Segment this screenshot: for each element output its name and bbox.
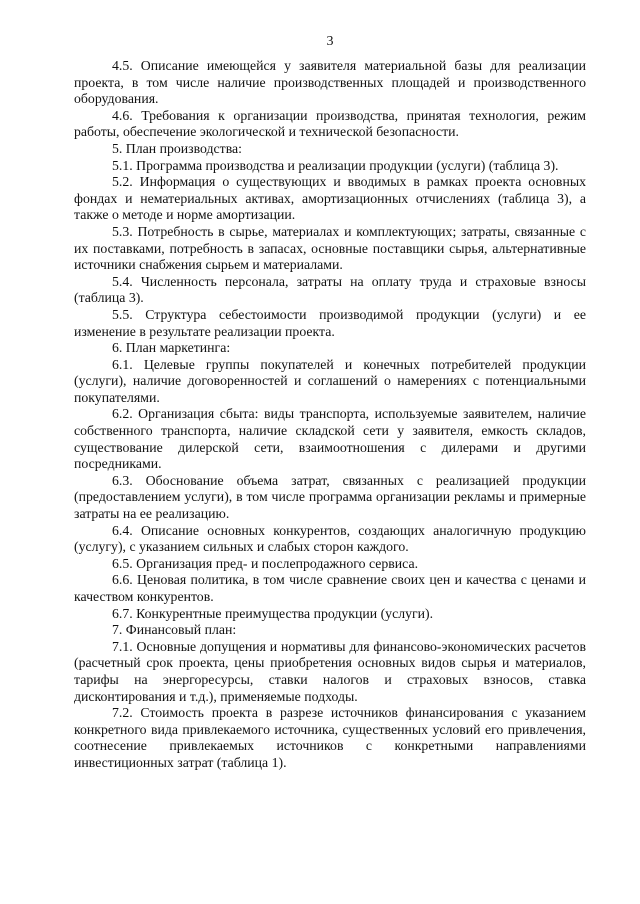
paragraph-7-1: 7.1. Основные допущения и нормативы для финансово-экономических расчетов (расчетный срок проекта, цены приобретения основных видов сырья и материалов, тарифы на энергоресурсы, ставки налогов и страховых взносов, ставка дисконтирования и т.д.), применяемые подходы.: [74, 638, 586, 704]
paragraph-7-2: 7.2. Стоимость проекта в разрезе источников финансирования с указанием конкретного вида привлекаемого источника, существенных условий его привлечения, соотнесение привлекаемых источников с конкретными направлениями инвестиционных затрат (таблица 1).: [74, 705, 586, 770]
paragraph-5-2: 5.2. Информация о существующих и вводимых в рамках проекта основных фондах и нематериальных активах, амортизационных отчислениях (таблица 3), а также о методе и норме амортизации.: [74, 174, 586, 223]
page-number: 3: [326, 34, 334, 49]
section-heading-5: 5. План производства:: [112, 140, 242, 156]
paragraph-5-1: 5.1. Программа производства и реализации продукции (услуги) (таблица 3).: [112, 157, 559, 173]
paragraph-6-2: 6.2. Организация сбыта: виды транспорта, используемые заявителем, наличие собственного транспорта, наличие складской сети у заявителя, емкость складов, существование дилерской сети, взаимоотношения с дилерами и другими посредниками.: [74, 406, 586, 472]
paragraph-4-6: 4.6. Требования к организации производства, принятая технология, режим работы, обеспечение экологической и технической безопасности.: [74, 107, 586, 140]
paragraph-4-5: 4.5. Описание имеющейся у заявителя материальной базы для реализации проекта, в том числе наличие производственных площадей и производственного оборудования.: [74, 58, 586, 107]
paragraph-6-3: 6.3. Обоснование объема затрат, связанных с реализацией продукции (предоставлением услуги), в том числе программа организации рекламы и примерные затраты на ее реализацию.: [74, 472, 586, 522]
paragraph-6-7: 6.7. Конкурентные преимущества продукции (услуги).: [112, 605, 434, 621]
section-heading-6: 6. План маркетинга:: [112, 340, 231, 356]
section-heading-7: 7. Финансовый план:: [112, 622, 237, 638]
paragraph-5-3: 5.3. Потребность в сырье, материалах и комплектующих; затраты, связанные с их поставками, потребность в запасах, основные поставщики сырья, альтернативные источники снабжения сырьем и материалами.: [74, 223, 586, 273]
paragraph-6-6: 6.6. Ценовая политика, в том числе сравнение своих цен и качества с ценами и качеством конкурентов.: [74, 572, 586, 604]
paragraph-6-1: 6.1. Целевые группы покупателей и конечных потребителей продукции (услуги), наличие договоренностей и соглашений о намерениях с потенциальными покупателями.: [74, 356, 586, 405]
paragraph-5-4: 5.4. Численность персонала, затраты на оплату труда и страховые взносы (таблица 3).: [74, 273, 586, 306]
paragraph-6-4: 6.4. Описание основных конкурентов, создающих аналогичную продукцию (услугу), с указанием сильных и слабых сторон каждого.: [74, 522, 586, 555]
paragraph-5-5: 5.5. Структура себестоимости производимой продукции (услуги) и ее изменение в результате реализации проекта.: [74, 306, 586, 339]
paragraph-6-5: 6.5. Организация пред- и послепродажного сервиса.: [112, 555, 419, 571]
